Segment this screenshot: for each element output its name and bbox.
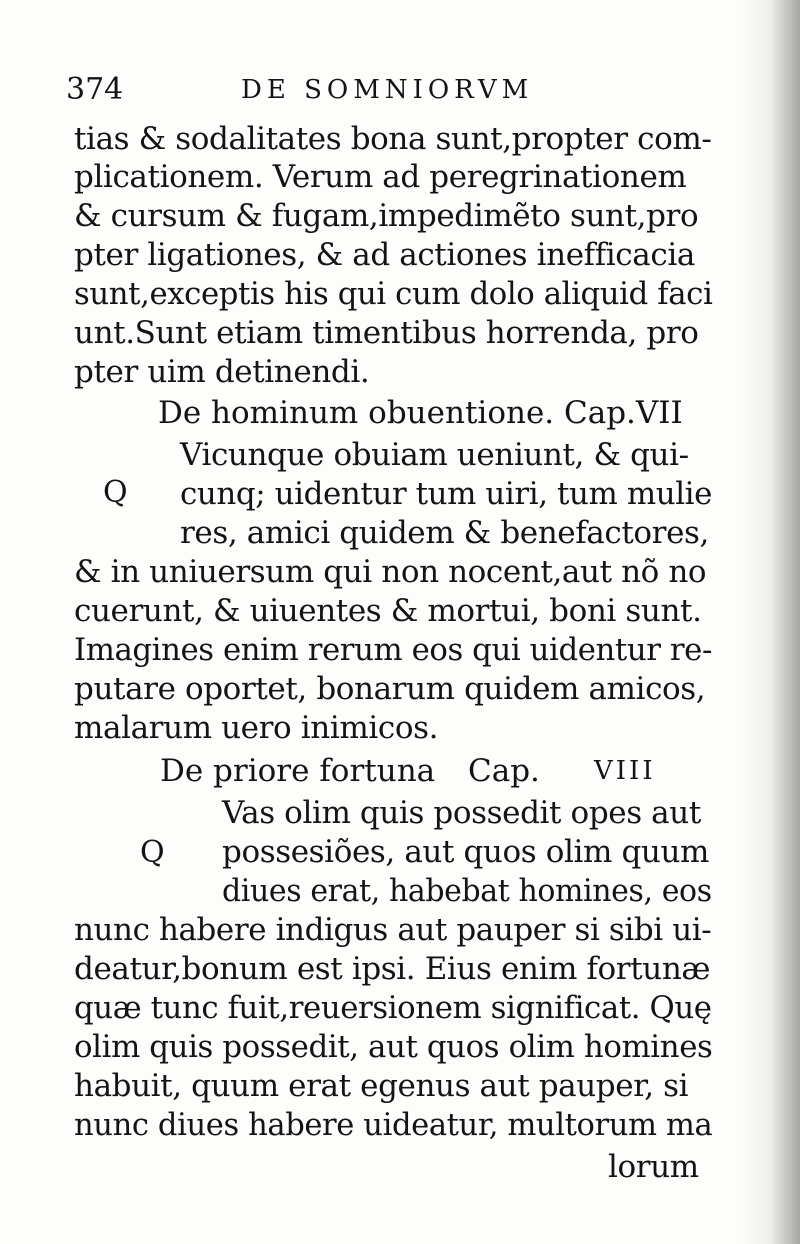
text-line: olim quis possedit, aut quos olim homines [74,1029,713,1065]
text-line: cuerunt, & uiuentes & mortui, boni sunt. [74,593,702,629]
text-line: res, amici quidem & benefactores, [180,515,709,551]
catchword: lorum [608,1149,699,1185]
text-line: deatur,bonum est ipsi. Eius enim fortunæ [74,951,711,987]
text-line: pter uim detinendi. [74,354,370,390]
text-line: plicationem. Verum ad peregrinationem [74,159,687,195]
text-line: Vas olim quis possedit opes aut [222,795,701,831]
running-title: DE SOMNIORVM [241,75,534,105]
text-line: possesiões, aut quos olim quum [222,834,710,870]
chapter-heading-text: De priore fortuna [160,753,436,789]
text-line: Imagines enim rerum eos qui uidentur re- [74,632,712,668]
text-line: & cursum & fugam,impedimẽto sunt,pro [74,198,699,234]
page-number: 374 [66,72,124,107]
text-line: cunq; uidentur tum uiri, tum mulie [180,476,713,512]
text-line: tias & sodalitates bona sunt,propter com- [74,121,712,157]
text-line: nunc habere indigus aut pauper si sibi ui- [74,912,712,948]
chapter-heading-number: VIII [594,756,656,786]
page-edge-shadow [740,0,800,1244]
text-line: & in uniuersum qui non nocent,aut nõ no [74,554,707,590]
text-line: diues erat, habebat homines, eos [222,873,712,909]
guide-letter: Q [103,475,128,510]
running-head [66,70,706,110]
chapter-heading: De hominum obuentione. Cap.VII [158,395,683,431]
text-line: malarum uero inimicos. [74,710,439,746]
text-line: habuit, quum erat egenus aut pauper, si [74,1068,689,1104]
text-line: nunc diues habere uideatur, multorum ma [74,1107,713,1143]
text-line: sunt,exceptis his qui cum dolo aliquid faci [74,276,713,312]
text-line: quæ tunc fuit,reuersionem significat. Quę [74,990,712,1026]
text-line: Vicunque obuiam ueniunt, & qui- [180,437,689,473]
text-line: putare oportet, bonarum quidem amicos, [74,671,706,707]
chapter-heading-cap: Cap. [468,753,540,789]
guide-letter: Q [140,835,165,870]
text-line: pter ligationes, & ad actiones inefficacia [74,237,695,273]
text-line: unt.Sunt etiam timentibus horrenda, pro [74,315,699,351]
